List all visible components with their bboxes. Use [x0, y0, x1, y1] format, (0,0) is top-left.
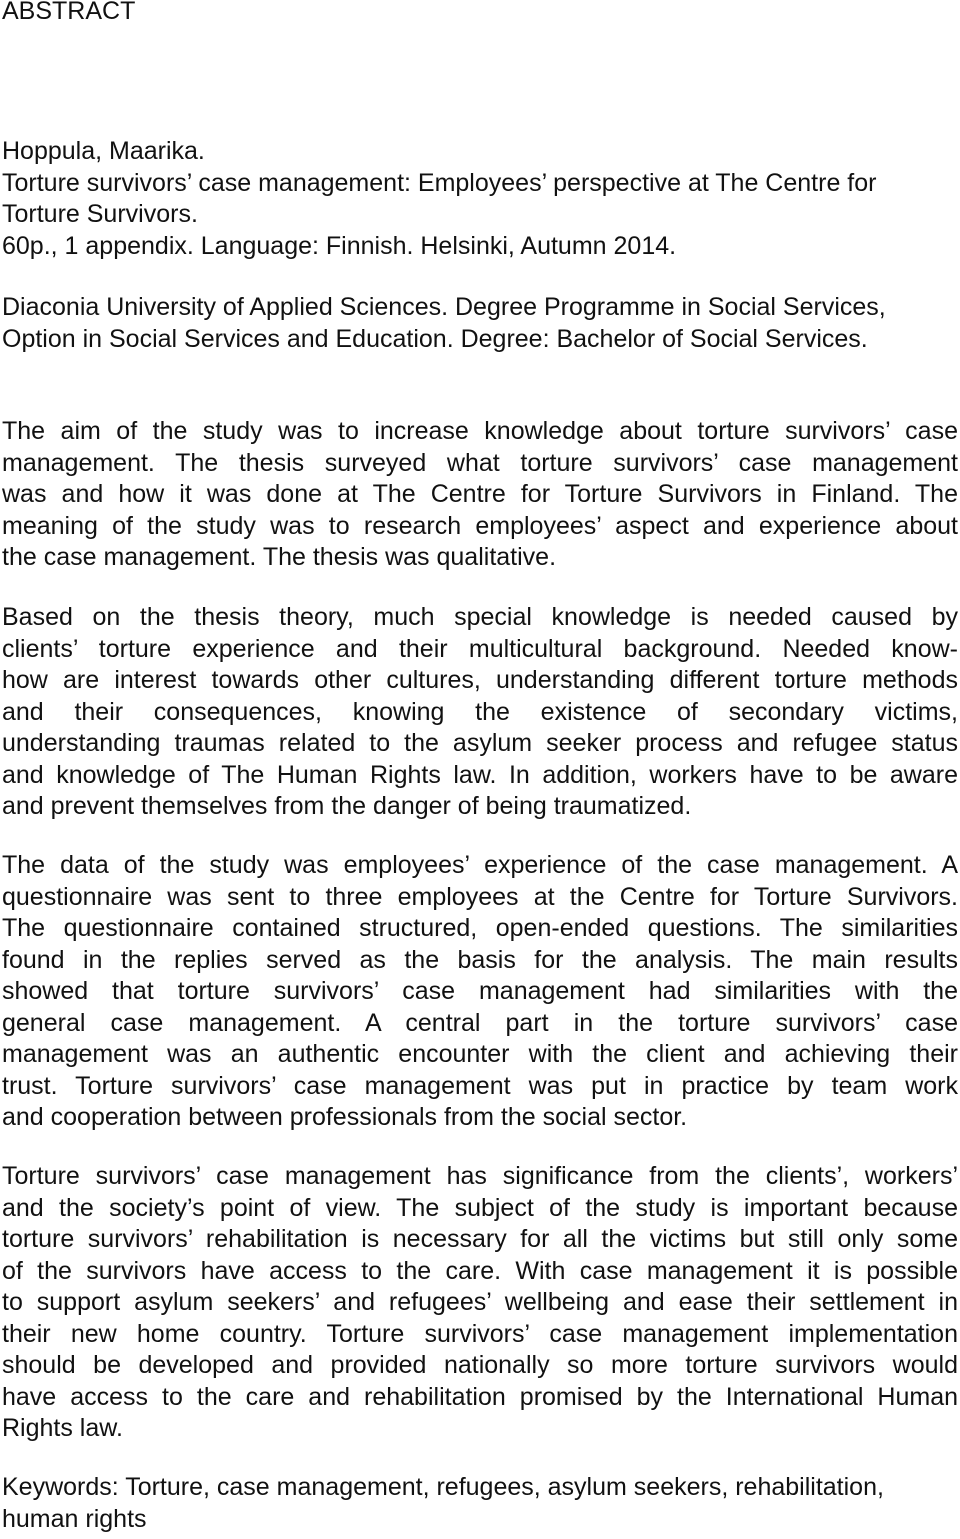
paragraph-line: should be developed and provided nationally so more torture survivors would — [2, 1351, 958, 1379]
paragraph-line: trust. Torture survivors’ case management was put in practice by team work — [2, 1071, 958, 1100]
paragraph-line: how are interest towards other cultures, understanding different torture methods — [2, 666, 958, 694]
paragraph-line: The aim of the study was to increase knowledge about torture survivors’ case — [2, 417, 958, 445]
paragraph-line: have access to the care and rehabilitation promised by the International Human — [2, 1382, 958, 1411]
paragraph-line: general case management. A central part in the torture survivors’ case — [2, 1008, 958, 1037]
paragraph-line: management was an authentic encounter with the client and achieving their — [2, 1040, 958, 1068]
paragraph-theory — [2, 602, 958, 823]
paragraph-line: the case management. The thesis was qualitative. — [2, 543, 557, 571]
paragraph-line: their new home country. Torture survivors’ case management implementation — [2, 1319, 958, 1348]
keywords-line-1: Keywords: Torture, case management, refugees, asylum seekers, rehabilitation, — [2, 1473, 884, 1501]
paragraph-line: and cooperation between professionals from the social sector. — [2, 1103, 688, 1131]
institution-line-1: Diaconia University of Applied Sciences. Degree Programme in Social Services, — [2, 293, 886, 321]
paragraph-line: torture survivors’ rehabilitation is necessary for all the victims but still only some — [2, 1225, 958, 1253]
institution-line-2: Option in Social Services and Education. Degree: Bachelor of Social Services. — [2, 324, 868, 353]
paragraph-data — [2, 850, 958, 1134]
paragraph-line: The data of the study was employees’ experience of the case management. A — [2, 851, 958, 879]
paragraph-line: questionnaire was sent to three employees at the Centre for Torture Survivors. — [2, 882, 958, 911]
author-name: Hoppula, Maarika. — [2, 137, 205, 165]
paragraph-line: and the society’s point of view. The subject of the study is important because — [2, 1193, 958, 1222]
paragraph-aim — [2, 416, 958, 574]
paragraph-line: clients’ torture experience and their multicultural background. Needed know- — [2, 634, 958, 663]
paragraph-line: understanding traumas related to the asylum seeker process and refugee status — [2, 729, 958, 757]
paragraph-line: was and how it was done at The Centre for Torture Survivors in Finland. The — [2, 480, 958, 508]
paragraph-line: The questionnaire contained structured, open-ended questions. The similarities — [2, 914, 958, 942]
thesis-title-line-1: Torture survivors’ case management: Employees’ perspective at The Centre for — [2, 168, 877, 197]
paragraph-line: and prevent themselves from the danger of being traumatized. — [2, 792, 692, 820]
paragraph-line: showed that torture survivors’ case management had similarities with the — [2, 977, 958, 1005]
keywords — [2, 1472, 958, 1535]
thesis-title-line-2: Torture Survivors. — [2, 200, 198, 228]
paragraph-line: of the survivors have access to the care. With case management it is possible — [2, 1256, 958, 1285]
paragraph-line: and knowledge of The Human Rights law. In addition, workers have to be aware — [2, 760, 958, 789]
paragraph-line: Torture survivors’ case management has significance from the clients’, workers’ — [2, 1162, 958, 1190]
paragraph-line: found in the replies served as the basis for the analysis. The main results — [2, 945, 958, 974]
paragraph-line: management. The thesis surveyed what torture survivors’ case management — [2, 448, 958, 477]
bibliographic-info — [2, 136, 958, 262]
paragraph-line: Based on the thesis theory, much special knowledge is needed caused by — [2, 603, 958, 631]
paragraph-line: to support asylum seekers’ and refugees’ wellbeing and ease their settlement in — [2, 1288, 958, 1316]
paragraph-line: Rights law. — [2, 1414, 123, 1442]
institution-info — [2, 292, 958, 355]
paragraph-line: meaning of the study was to research employees’ aspect and experience about — [2, 511, 958, 540]
keywords-line-2: human rights — [2, 1504, 147, 1533]
thesis-details: 60p., 1 appendix. Language: Finnish. Helsinki, Autumn 2014. — [2, 231, 677, 260]
paragraph-line: and their consequences, knowing the existence of secondary victims, — [2, 697, 958, 726]
abstract-heading: ABSTRACT — [2, 0, 136, 25]
paragraph-significance — [2, 1161, 958, 1445]
